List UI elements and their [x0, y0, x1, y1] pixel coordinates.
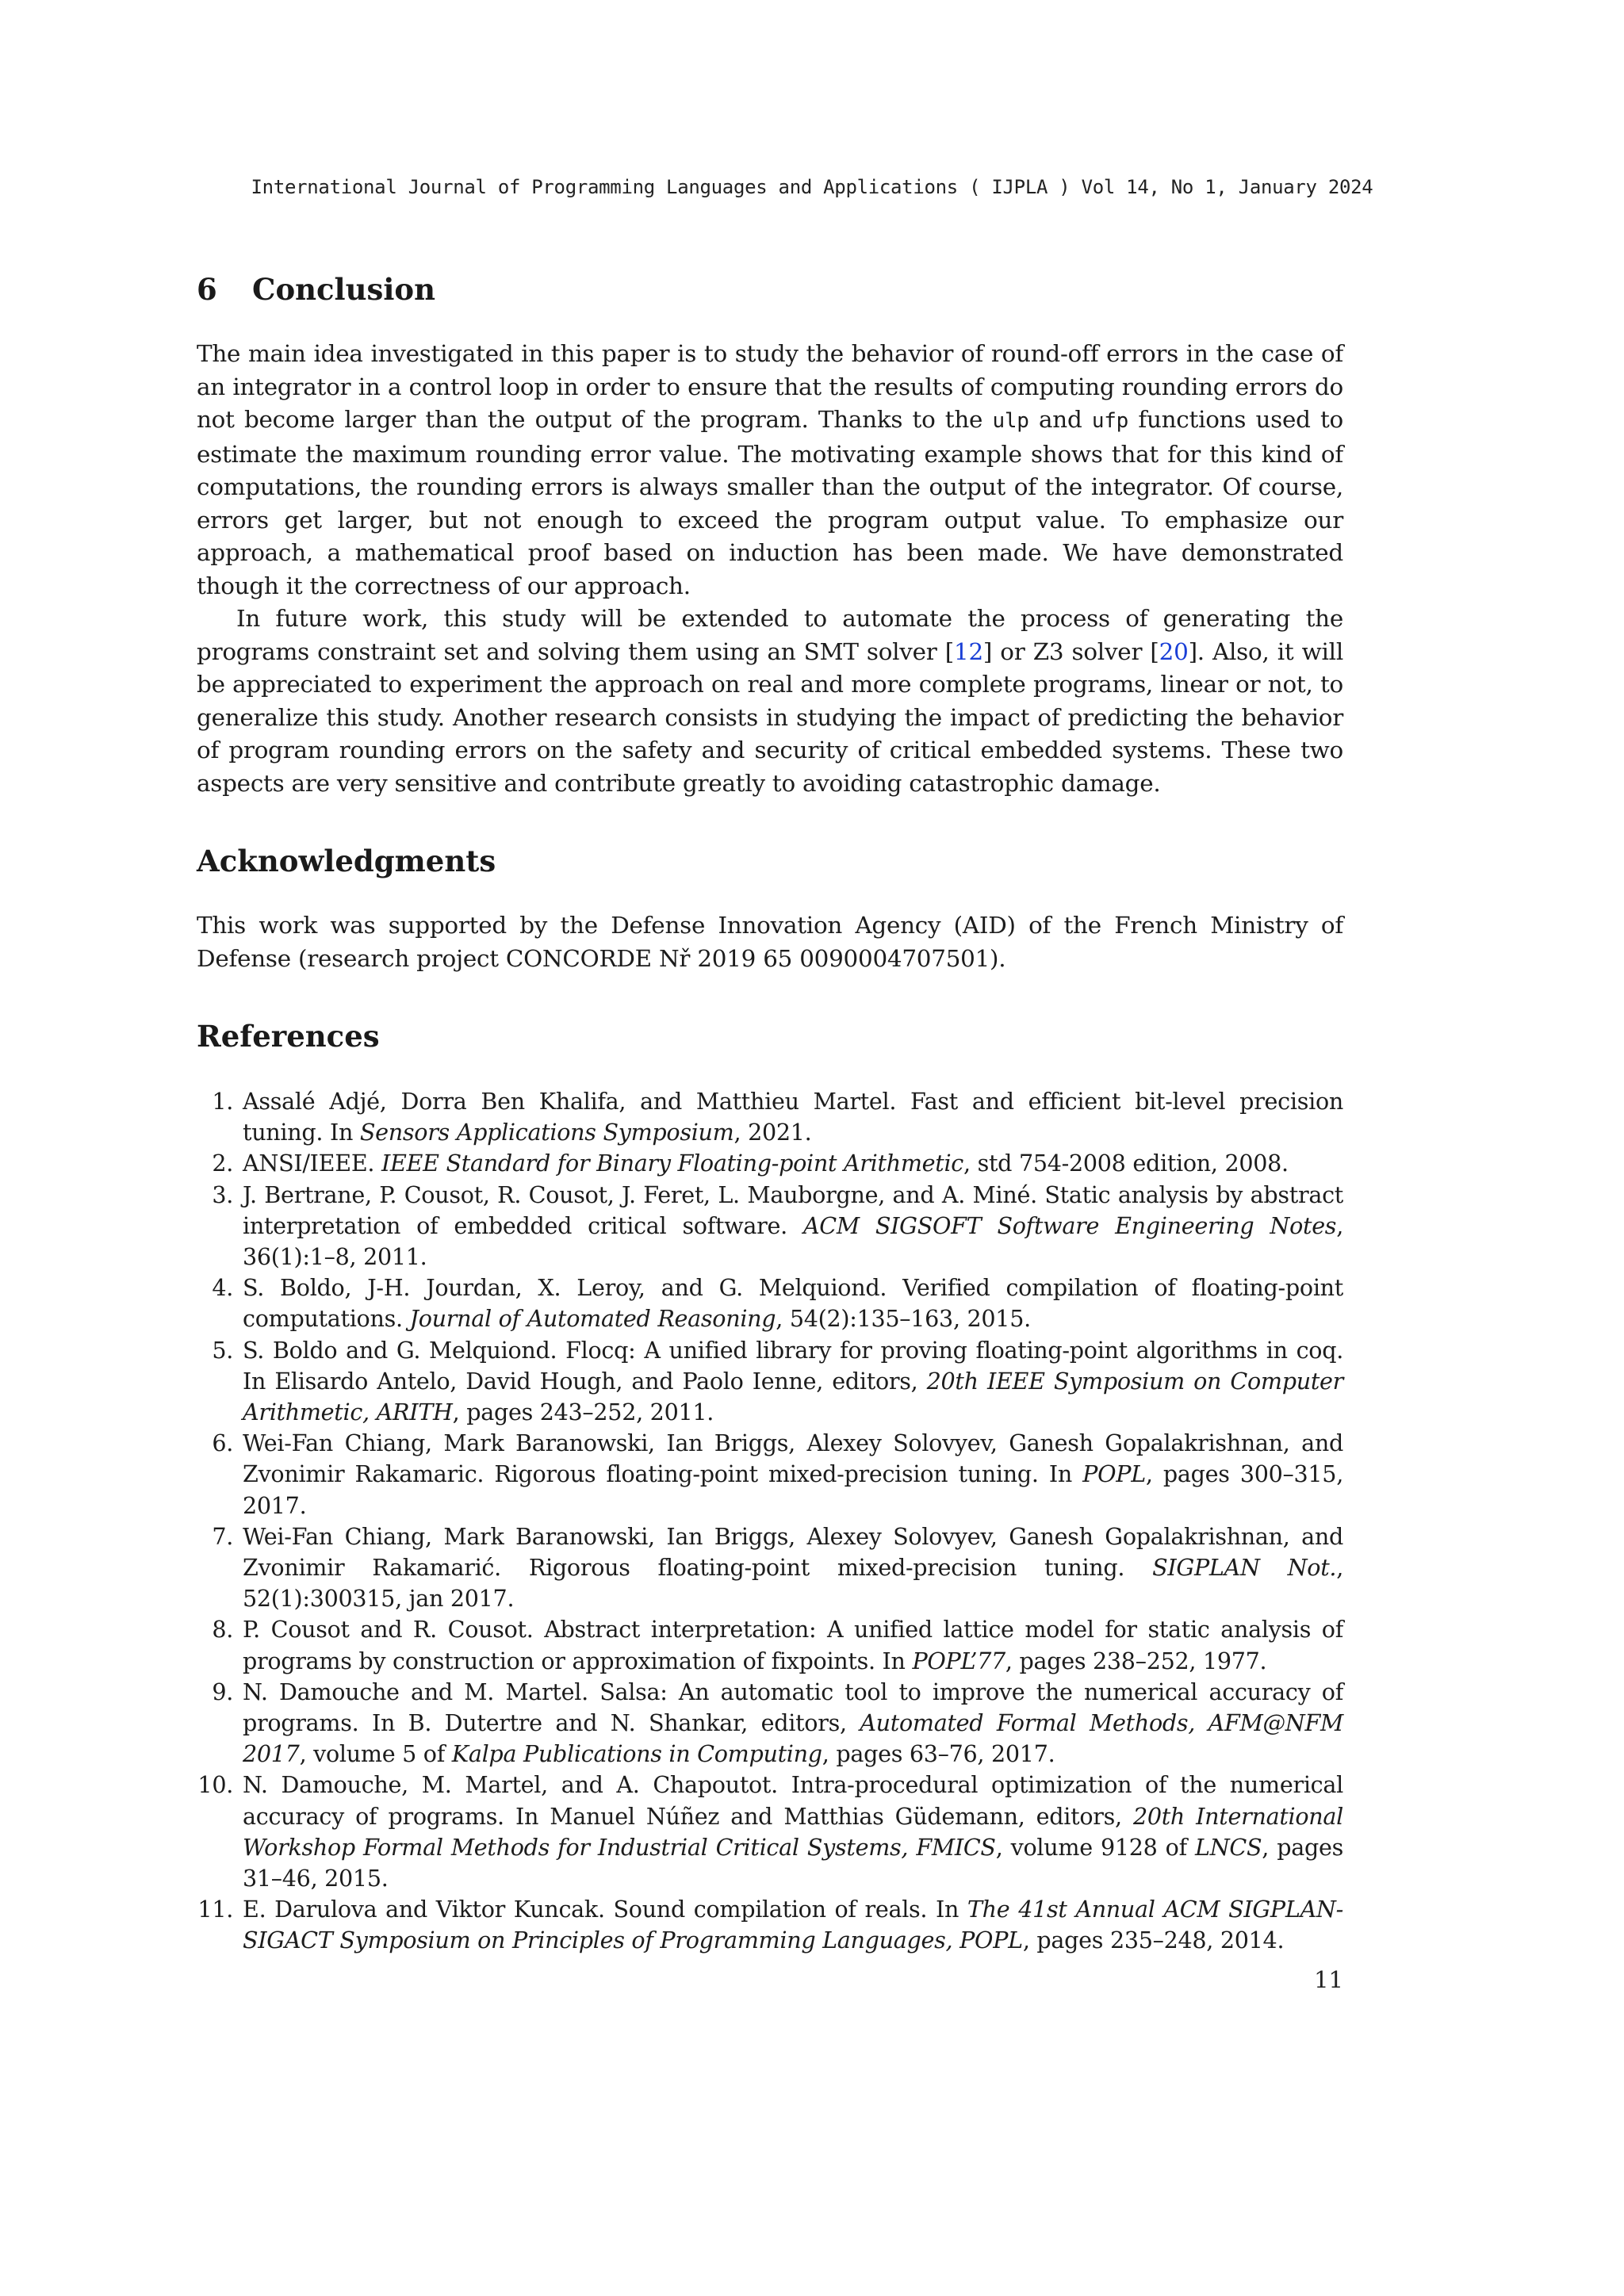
reference-text: , pages 31–46, 2015.	[243, 1833, 1343, 1892]
reference-text: Wei-Fan Chiang, Mark Baranowski, Ian Briggs, Alexey Solovyev, Ganesh Gopalakrishnan, and Zvonimir Rakamarić. Rigorous floating-point mixed-precision tuning.	[243, 1522, 1343, 1582]
reference-item	[197, 1614, 1343, 1676]
citation-link[interactable]: 12	[954, 637, 983, 665]
reference-venue: Automated Formal Methods, AFM@NFM 2017	[243, 1709, 1343, 1768]
reference-number: 11.	[197, 1896, 233, 1923]
reference-text: , 36(1):1–8, 2011.	[243, 1211, 1343, 1271]
reference-text: , pages 63–76, 2017.	[822, 1740, 1055, 1768]
reference-text: Wei-Fan Chiang, Mark Baranowski, Ian Briggs, Alexey Solovyev, Ganesh Gopalakrishnan, and Zvonimir Rakamaric. Rigorous floating-point mixed-precision tuning. In	[243, 1429, 1343, 1488]
reference-text: S. Boldo, J-H. Jourdan, X. Leroy, and G. Melquiond. Verified compilation of floating-point computations.	[243, 1274, 1343, 1333]
code-ufp: ufp	[1091, 409, 1129, 433]
acknowledgments-text: This work was supported by the Defense Innovation Agency (AID) of the French Ministry of Defense (research project CONCORDE Nř 2019 65 0090004707501).	[197, 912, 1343, 972]
text-run: ] or Z3 solver [	[982, 637, 1159, 665]
text-run: The main idea investigated in this paper is to study the behavior of round-off errors in the case of an integrator in a control loop in order to ensure that the results of computing rounding errors do not become larger than the output of the program. Thanks to the	[197, 340, 1343, 433]
reference-item	[197, 1677, 1343, 1770]
reference-number: 1.	[212, 1088, 233, 1115]
reference-item	[197, 1894, 1343, 1956]
reference-text: ANSI/IEEE.	[243, 1150, 381, 1177]
reference-venue: Sensors Applications Symposium	[359, 1119, 734, 1146]
reference-text: , pages 243–252, 2011.	[452, 1399, 714, 1426]
reference-text: Assalé Adjé, Dorra Ben Khalifa, and Matthieu Martel. Fast and efficient bit-level precision tuning. In	[243, 1088, 1343, 1146]
reference-venue: ACM SIGSOFT Software Engineering Notes	[802, 1211, 1337, 1239]
text-run: functions used to estimate the maximum rounding error value. The motivating example shows that for this kind of computations, the rounding errors is always smaller than the output of the integrator. Of course, errors get larger, but not enough to exceed the program output value. To emphasize our approach, a mathematical proof based on induction has been made. We have demonstrated though it the correctness of our approach.	[197, 406, 1343, 599]
reference-venue: The 41st Annual ACM SIGPLAN-SIGACT Symposium on Principles of Programming Languages, POPL	[243, 1896, 1343, 1954]
reference-number: 8.	[212, 1616, 233, 1644]
reference-number: 2.	[212, 1150, 233, 1177]
reference-venue: SIGPLAN Not.	[1152, 1554, 1337, 1582]
reference-text: , volume 9128 of	[995, 1833, 1196, 1861]
code-ulp: ulp	[992, 409, 1029, 433]
reference-item	[197, 1428, 1343, 1521]
reference-venue: IEEE Standard for Binary Floating-point Arithmetic	[381, 1150, 964, 1177]
reference-venue: 20th International Workshop Formal Methods for Industrial Critical Systems, FMICS	[243, 1802, 1343, 1861]
reference-text: , 2021.	[733, 1119, 812, 1146]
text-run: In future work, this study will be extended to automate the process of generating the programs constraint set and solving them using an SMT solver [	[197, 605, 1343, 665]
conclusion-paragraph-2	[197, 603, 1343, 800]
citation-link[interactable]: 20	[1159, 637, 1189, 665]
reference-number: 10.	[197, 1771, 233, 1799]
acknowledgments-heading: Acknowledgments	[197, 844, 496, 878]
reference-item	[197, 1180, 1343, 1273]
reference-text: , pages 238–252, 1977.	[1005, 1647, 1267, 1674]
references-heading: References	[197, 1019, 380, 1054]
reference-text: S. Boldo and G. Melquiond. Flocq: A unified library for proving floating-point algorithms in coq. In Elisardo Antelo, David Hough, and Paolo Ienne, editors,	[243, 1336, 1343, 1395]
reference-number: 4.	[212, 1274, 233, 1302]
section-title: Conclusion	[252, 272, 435, 307]
page-content	[197, 270, 1343, 1957]
running-head: International Journal of Programming Languages and Applications ( IJPLA ) Vol 14, No 1, January 2024	[251, 176, 1373, 198]
reference-item	[197, 1521, 1343, 1615]
reference-text: N. Damouche and M. Martel. Salsa: An automatic tool to improve the numerical accuracy of programs. In B. Dutertre and N. Shankar, editors,	[243, 1678, 1343, 1737]
reference-venue: LNCS	[1195, 1833, 1262, 1861]
page-number: 11	[1314, 1966, 1343, 1993]
reference-item	[197, 1148, 1343, 1179]
reference-item	[197, 1335, 1343, 1429]
text-run: ]. Also, it will be appreciated to experiment the approach on real and more complete programs, linear or not, to generalize this study. Another research consists in studying the impact of predicting the behavior of program rounding errors on the safety and security of critical embedded systems. These two aspects are very sensitive and contribute greatly to avoiding catastrophic damage.	[197, 637, 1343, 797]
reference-number: 5.	[212, 1336, 233, 1364]
section-number: 6	[197, 272, 217, 307]
reference-number: 6.	[212, 1429, 233, 1457]
reference-text: , pages 300–315, 2017.	[243, 1460, 1343, 1519]
reference-text: J. Bertrane, P. Cousot, R. Cousot, J. Feret, L. Mauborgne, and A. Miné. Static analysis by abstract interpretation of embedded critical software.	[243, 1181, 1343, 1239]
reference-venue: POPL’77	[912, 1647, 1005, 1674]
reference-text: , volume 5 of	[299, 1740, 452, 1768]
text-run: and	[1028, 406, 1092, 433]
reference-item	[197, 1086, 1343, 1148]
reference-text: , 52(1):300315, jan 2017.	[243, 1554, 1343, 1613]
reference-number: 3.	[212, 1181, 233, 1208]
reference-text: N. Damouche, M. Martel, and A. Chapoutot. Intra-procedural optimization of the numerical accuracy of programs. In Manuel Núñez and Matthias Güdemann, editors,	[243, 1771, 1343, 1830]
reference-venue: POPL	[1082, 1460, 1146, 1488]
conclusion-heading	[197, 270, 1343, 309]
reference-text: P. Cousot and R. Cousot. Abstract interpretation: A unified lattice model for static analysis of programs by construction or approximation of fixpoints. In	[243, 1616, 1343, 1674]
references-list	[197, 1086, 1343, 1957]
reference-number: 9.	[212, 1678, 233, 1705]
reference-text: , pages 235–248, 2014.	[1022, 1927, 1285, 1954]
reference-item	[197, 1272, 1343, 1334]
reference-venue: Journal of Automated Reasoning	[409, 1305, 776, 1333]
reference-item	[197, 1770, 1343, 1894]
reference-text: E. Darulova and Viktor Kuncak. Sound compilation of reals. In	[243, 1896, 967, 1923]
reference-text: , std 754-2008 edition, 2008.	[963, 1150, 1289, 1177]
reference-venue: 20th IEEE Symposium on Computer Arithmetic, ARITH	[243, 1367, 1344, 1426]
reference-venue: Kalpa Publications in Computing	[451, 1740, 822, 1768]
reference-text: , 54(2):135–163, 2015.	[776, 1305, 1031, 1333]
reference-number: 7.	[212, 1522, 233, 1550]
conclusion-paragraph-1	[197, 338, 1343, 603]
